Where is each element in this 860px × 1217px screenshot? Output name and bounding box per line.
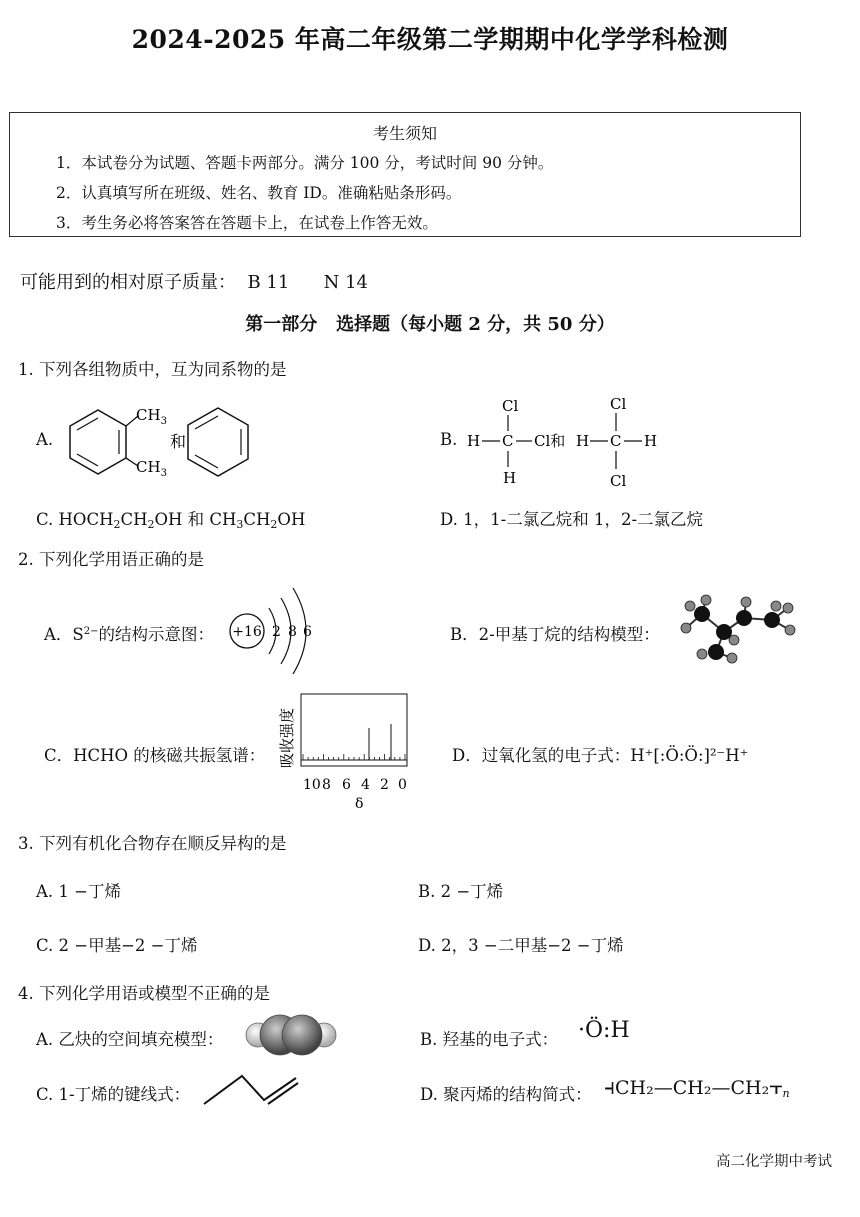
svg-text:H: H [576,432,590,450]
page-footer: 高二化学期中考试 [716,1154,832,1170]
q2-option-a: A．$S^{2-}$的结构示意图： [44,625,214,644]
q4-acetylene-space-filling-model [242,1012,342,1058]
svg-text:Cl: Cl [502,397,519,415]
svg-text:6: 6 [303,624,312,640]
svg-text:和: 和 [170,432,187,451]
polypropylene-formula: $⫞CH_2—CH_2—CH_2⫟_n$ [604,1075,790,1100]
q2-stem: 2. 下列化学用语正确的是 [18,550,204,569]
svg-text:Cl和: Cl和 [534,432,566,450]
notice-heading: 考生须知 [372,124,437,143]
q1-option-c: C. $HOCH_2CH_2OH$ 和 $CH_3CH_2OH$ [36,510,306,531]
nmr-tick-label: 0 [398,777,407,793]
q2-nmr-spectrum [272,690,417,814]
part-one-heading: 第一部分 选择题（每小题 2 分，共 50 分） [245,314,615,335]
nmr-tick-label: 4 [361,777,370,793]
q2-ball-stick-model [676,592,806,664]
h2o2-electron-formula: H⁺[:Ö:Ö:]²⁻H⁺ [630,746,749,765]
svg-text:CH3: $CH_3$ [136,458,167,479]
notice-item: 3．考生务必将答案答在答题卡上，在试卷上作答无效。 [56,214,438,232]
svg-text:CH3: $CH_3$ [136,406,167,427]
svg-text:H: H [503,469,517,487]
q4-stem: 4. 下列化学用语或模型不正确的是 [18,984,270,1003]
svg-text:H: H [644,432,658,450]
q1-option-b-label: B. [440,430,458,449]
svg-text:Cl: Cl [610,395,627,413]
notice-item: 2．认真填写所在班级、姓名、教育 ID。准确粘贴条形码。 [56,184,462,202]
nmr-y-axis-label: 吸收强度 [278,707,296,769]
nmr-tick-label: 8 [322,777,331,793]
nmr-tick-label: 10 [303,777,321,793]
q1-option-a-structures [58,400,258,480]
q1-option-d: D. 1，1-二氯乙烷和 1，2-二氯乙烷 [440,510,704,529]
q1-option-b-structures [462,395,672,490]
notice-box [9,112,801,237]
hydroxyl-electron-formula: ·Ö:H [578,1018,630,1043]
svg-text:H: H [467,432,481,450]
svg-text:Cl: Cl [610,472,627,490]
svg-text:C: C [502,432,514,450]
q4-option-d: D. 聚丙烯的结构简式： [420,1085,592,1104]
q3-option-a: A. 1 −丁烯 [36,882,121,901]
q4-option-b: B. 羟基的电子式： [420,1030,559,1049]
nucleus-charge: +16 [232,624,262,640]
exam-title: 2024-2025 年高二年级第二学期期中化学学科检测 [131,25,729,54]
nmr-tick-label: 6 [342,777,351,793]
svg-text:C: C [610,432,622,450]
q3-stem: 3. 下列有机化合物存在顺反异构的是 [18,834,287,853]
q4-1-butene-skeletal-formula [200,1070,300,1110]
svg-text:2: 2 [272,624,281,640]
q4-option-c: C. 1-丁烯的键线式： [36,1085,191,1104]
q1-option-a-label: A. [36,430,54,449]
nmr-tick-label: 2 [380,777,389,793]
q2-option-c: C．HCHO 的核磁共振氢谱： [44,746,266,765]
q2-atom-structure-diagram [225,586,335,674]
atomic-mass-line: 可能用到的相对原子质量： B 11 N 14 [20,272,369,293]
q2-option-d: D．过氧化氢的电子式：H⁺[:Ö:Ö:]²⁻H⁺ [452,746,749,765]
q3-option-d: D. 2，3 −二甲基−2 −丁烯 [418,936,624,955]
svg-text:8: 8 [288,624,297,640]
notice-item: 1．本试卷分为试题、答题卡两部分。满分 100 分，考试时间 90 分钟。 [56,154,554,172]
q1-stem: 1. 下列各组物质中，互为同系物的是 [18,360,287,379]
q3-option-b: B. 2 −丁烯 [418,882,504,901]
q2-option-b: B．2-甲基丁烷的结构模型： [450,625,660,644]
q3-option-c: C. 2 −甲基−2 −丁烯 [36,936,198,955]
nmr-x-axis-label: δ [355,796,364,812]
q4-option-a: A. 乙炔的空间填充模型： [36,1030,224,1049]
